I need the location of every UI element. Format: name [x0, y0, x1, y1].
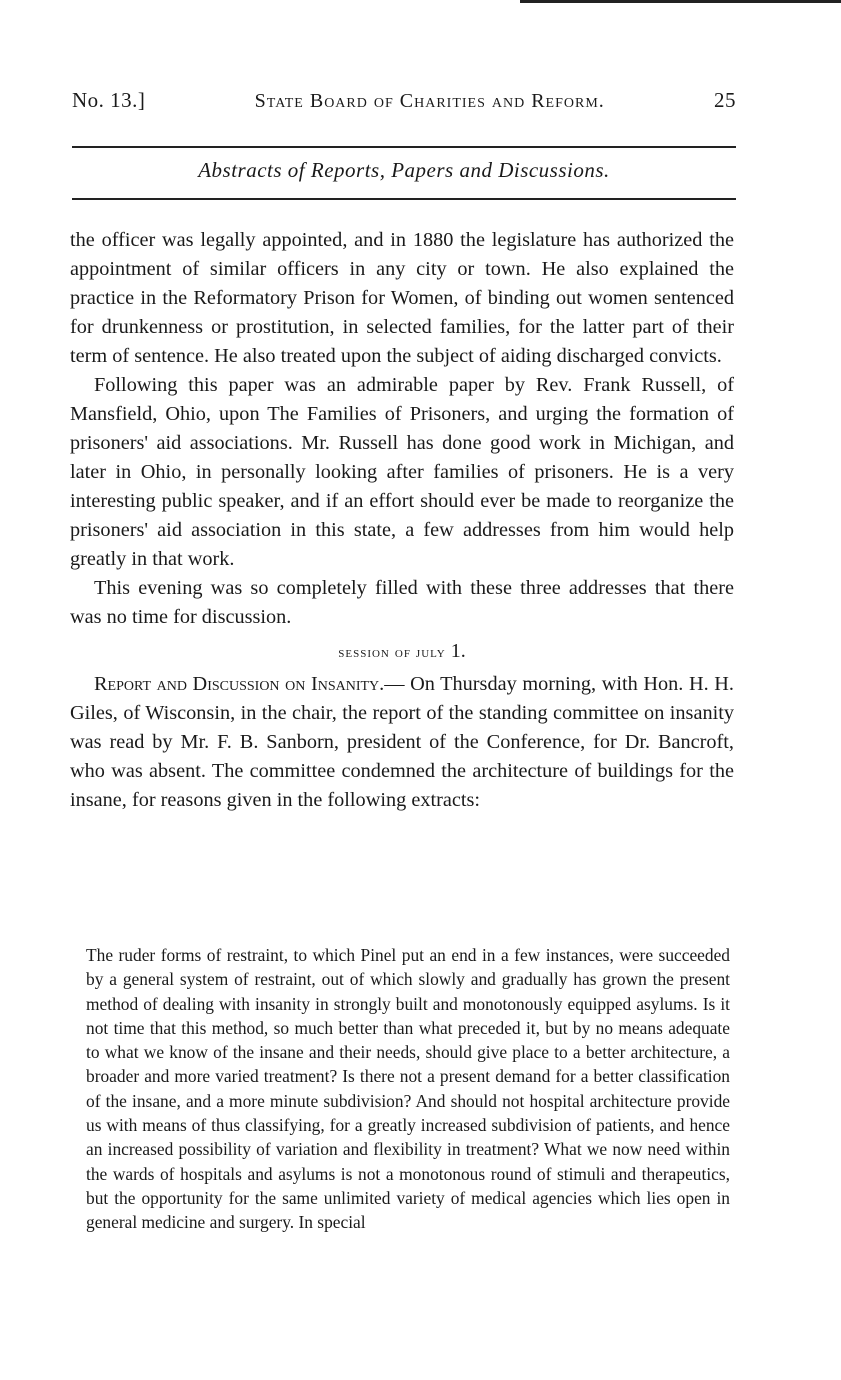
paragraph-evening: This evening was so completely filled with these three addresses that there was no time for discussion.: [70, 577, 734, 628]
paragraph-russell: Following this paper was an admirable paper by Rev. Frank Russell, of Mansfield, Ohio, upon The Families of Prisoners, and urging the formation of prisoners' aid associations. Mr. Russell has done good work in Michigan, and later in Ohio, in personally looking after families of prisoners. He is a very interesting public speaker, and if an effort should ever be made to reorganize the prisoners' aid association in this state, a few addresses from him would help greatly in that work.: [70, 374, 734, 570]
paragraph-continuation: the officer was legally appointed, and in 1880 the legislature has authorized the appointment of similar officers in any city or town. He also explained the practice in the Reformatory Prison for Women, of binding out women sentenced for drunkenness or prostitution, in selected families, for the latter part of their term of sentence. He also treated upon the subject of aiding discharged convicts.: [70, 229, 734, 367]
document-number: No. 13.]: [72, 88, 146, 112]
block-quote: [86, 943, 730, 1235]
session-heading: [70, 632, 734, 670]
main-text: [70, 226, 734, 815]
section-subheader: Abstracts of Reports, Papers and Discussions.: [198, 158, 610, 182]
running-header: [72, 88, 736, 113]
header-rule-top: [72, 146, 736, 148]
quote-text: The ruder forms of restraint, to which Pinel put an end in a few instances, were succeeded by a general system of restraint, out of which slowly and gradually has grown the present method of dealing with insanity in strongly built and monotonously equipped asylums. Is it not time that this method, so much better than what preceded it, but by no means adequate to what we know of the insane and their needs, should give place to a better architecture, a broader and more varied treatment? Is there not a present demand for a better classification of the insane, and a more minute subdivision? And should not hospital architecture provide us with means of thus classifying, for a greatly increased subdivision of patients, and hence an increased possibility of variation and flexibility in treatment? What we now need within the wards of hospitals and asylums is not a monotonous round of stimuli and therapeutics, but the opportunity for the same unlimited variety of medical agencies which lies open in general medicine and surgery. In special: [86, 945, 730, 1233]
paragraph-report: [70, 670, 734, 815]
report-heading: Report and Discussion on Insanity.—: [94, 673, 405, 695]
session-number: 1.: [450, 640, 466, 662]
report-text: On Thursday morning, with Hon. H. H. Giles, of Wisconsin, in the chair, the report of the standing committee on insanity was read by Mr. F. B. Sanborn, president of the Conference, for Dr. Bancroft, who was absent. The committee condemned the architecture of buildings for the insane, for reasons given in the following extracts:: [70, 673, 734, 811]
session-label: session of july: [338, 644, 446, 661]
running-title: State Board of Charities and Reform.: [254, 90, 605, 112]
header-rule-bottom: [72, 198, 736, 200]
page-number: 25: [714, 88, 736, 112]
page-edge: [520, 0, 841, 11]
